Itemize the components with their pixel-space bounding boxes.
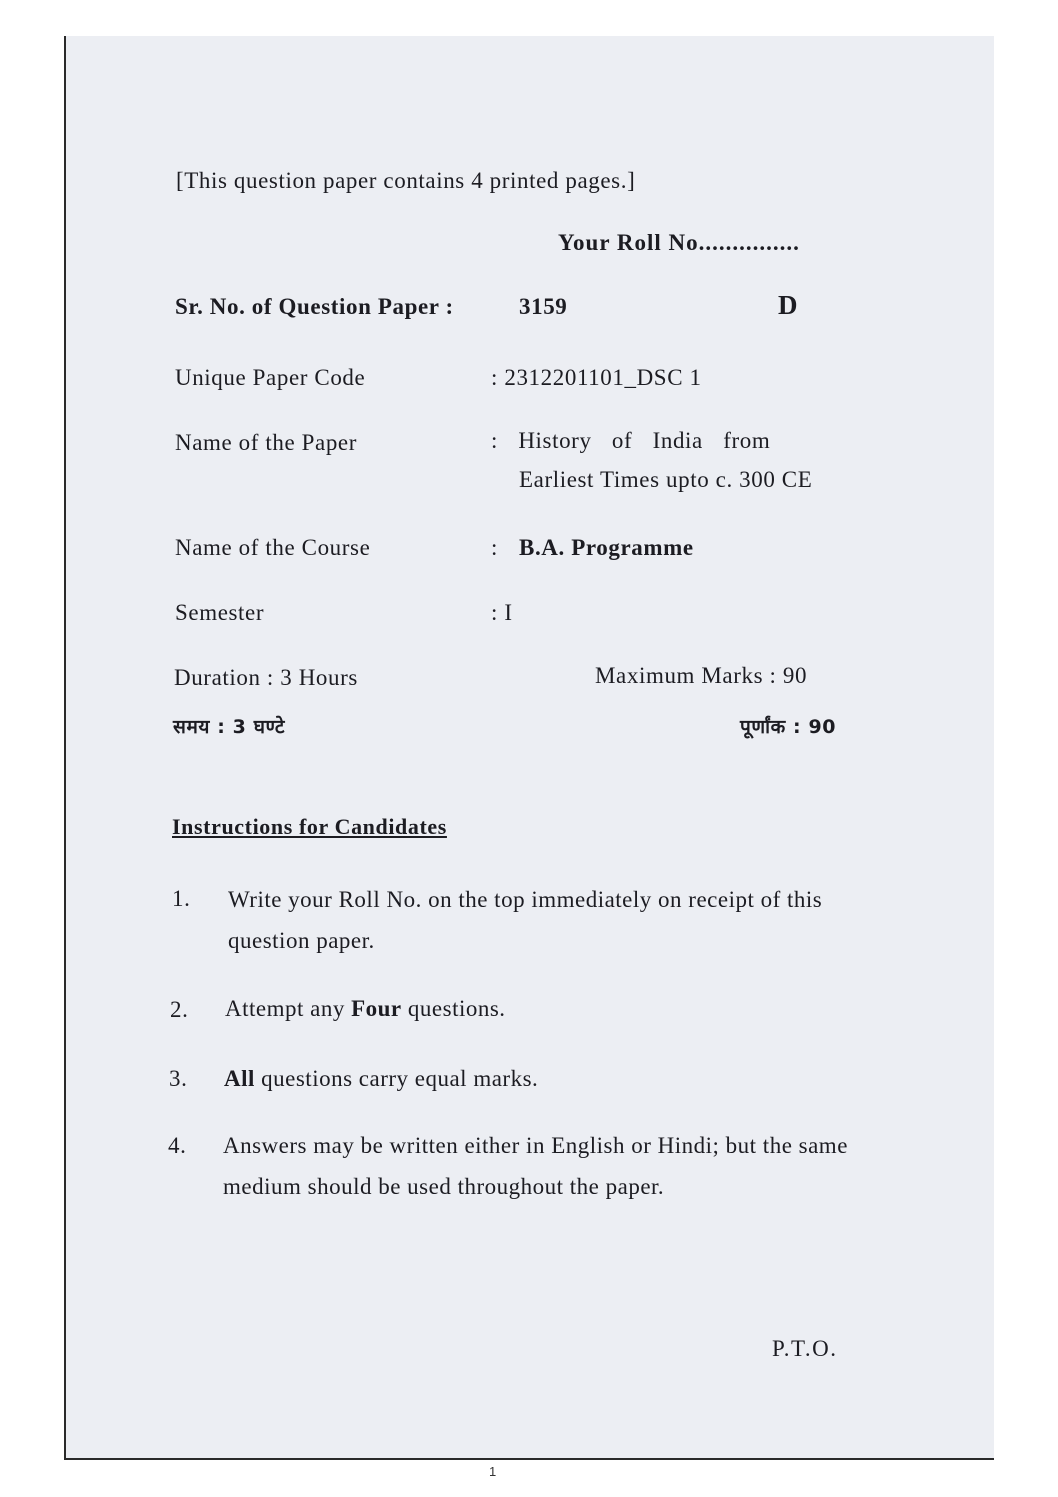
roll-number-field: Your Roll No...............: [558, 230, 800, 255]
question-paper-sheet: [66, 36, 994, 1458]
instruction-item-4: [223, 1125, 863, 1207]
page-number: 1: [489, 1464, 497, 1479]
instruction-number-3: 3.: [169, 1066, 188, 1091]
duration: Duration : 3 Hours: [174, 665, 358, 690]
semester-value: : I: [491, 600, 513, 625]
maximum-marks: Maximum Marks : 90: [595, 663, 808, 688]
instruction-item-1: [228, 879, 858, 961]
instruction-3-bold: All: [224, 1066, 255, 1091]
paper-name-label: Name of the Paper: [175, 430, 357, 455]
instruction-1-text: Write your Roll No. on the top immediately on receipt of this question paper.: [228, 887, 823, 953]
course-colon: :: [491, 535, 498, 560]
instruction-4-text: Answers may be written either in English or Hindi; but the same medium should be used throughout the paper.: [223, 1133, 848, 1199]
paper-name-value-line2: Earliest Times upto c. 300 CE: [519, 467, 813, 492]
duration-hindi: समय : 3 घण्टे: [173, 716, 286, 738]
instruction-3-post: questions carry equal marks.: [254, 1066, 539, 1091]
instruction-item-2: [225, 988, 855, 1029]
semester-label: Semester: [175, 600, 265, 625]
paper-name-value-line1: : History of India from: [491, 428, 771, 453]
instruction-number-4: 4.: [168, 1133, 187, 1158]
instruction-number-1: 1.: [172, 886, 191, 911]
paper-photo-frame: [64, 36, 994, 1460]
course-value: B.A. Programme: [519, 535, 694, 560]
course-label: Name of the Course: [175, 535, 371, 560]
instruction-2-pre: Attempt any: [225, 996, 352, 1021]
set-letter: D: [778, 290, 799, 320]
instructions-heading: Instructions for Candidates: [172, 814, 447, 839]
upc-label: Unique Paper Code: [175, 365, 366, 390]
sr-no-label: Sr. No. of Question Paper :: [175, 294, 454, 319]
sr-no-value: 3159: [519, 294, 568, 319]
instruction-item-3: [224, 1058, 854, 1099]
maximum-marks-hindi: पूर्णांक : 90: [740, 716, 837, 738]
pages-note: [This question paper contains 4 printed pages.]: [176, 168, 636, 193]
instruction-2-bold: Four: [351, 996, 402, 1021]
pto-label: P.T.O.: [772, 1336, 838, 1361]
upc-value: : 2312201101_DSC 1: [491, 365, 702, 390]
instruction-2-post: questions.: [401, 996, 506, 1021]
instruction-number-2: 2.: [170, 997, 189, 1022]
